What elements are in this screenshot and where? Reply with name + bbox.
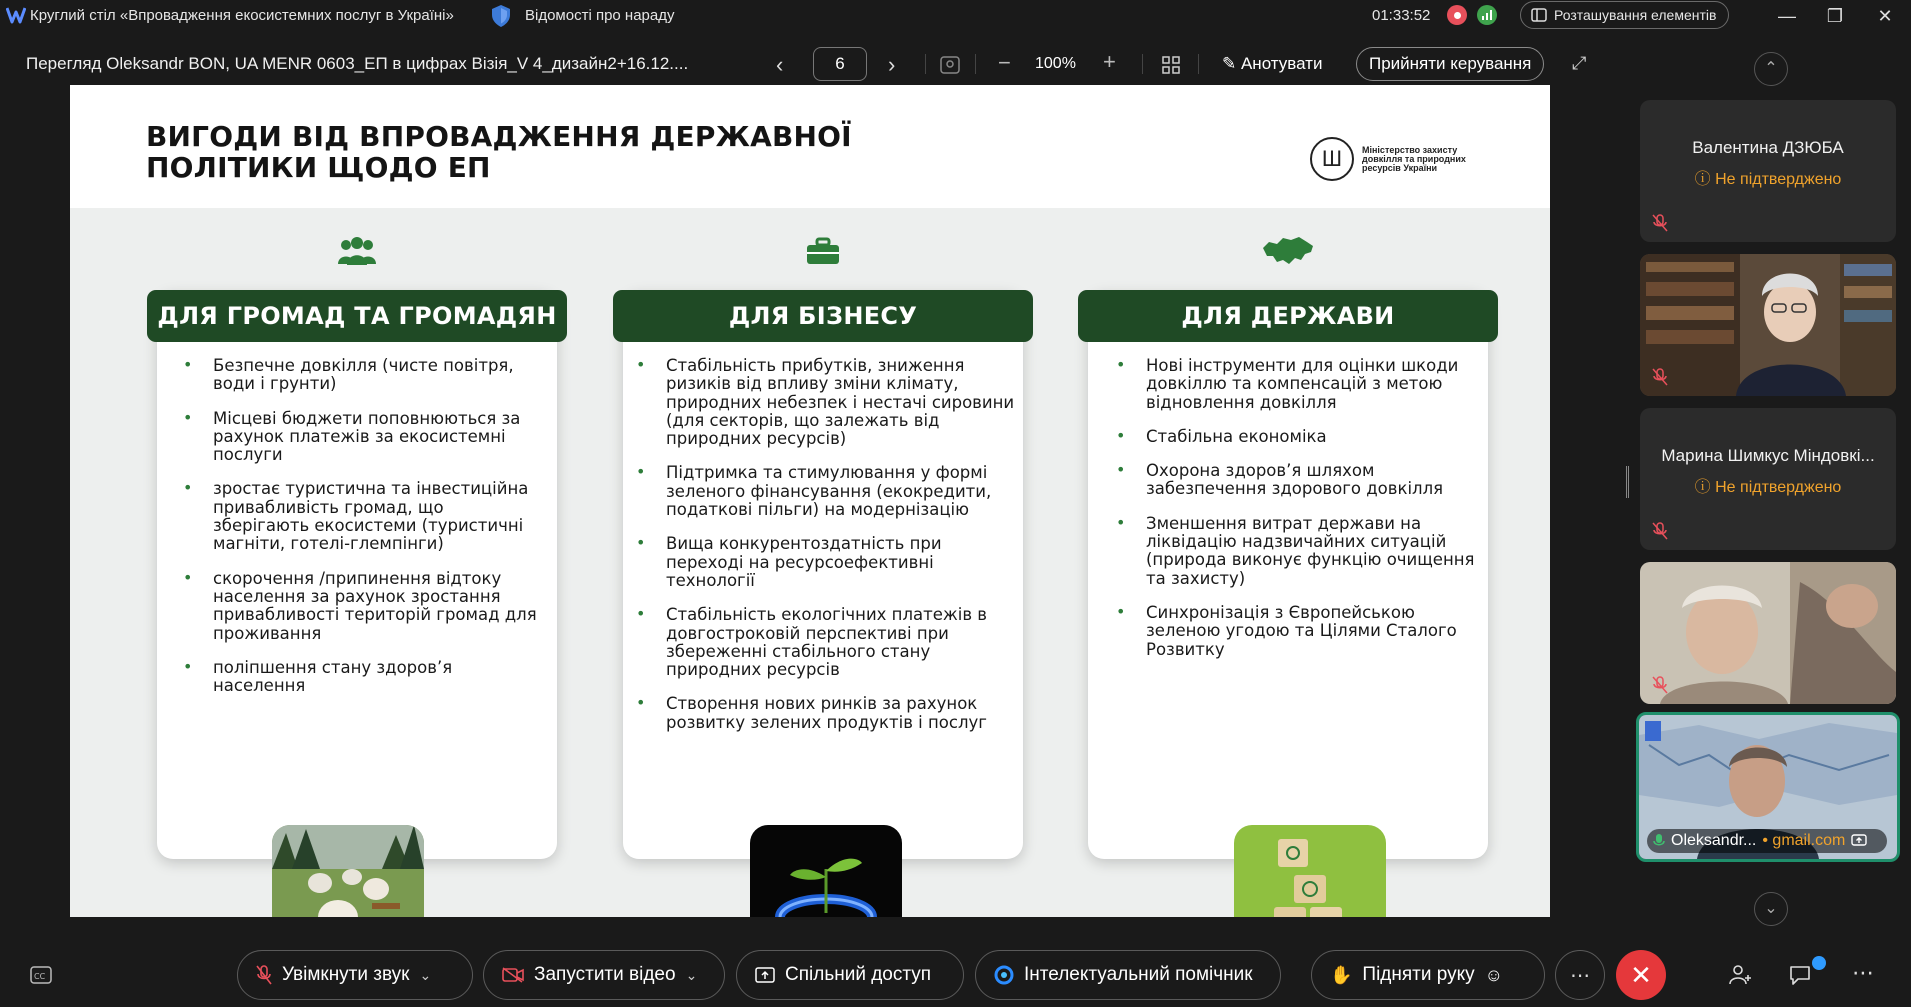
screen-share-icon — [1851, 834, 1867, 848]
participant-video-tile[interactable] — [1640, 254, 1896, 396]
zoom-out-icon[interactable]: − — [998, 50, 1011, 75]
take-control-button[interactable]: Прийняти керування — [1356, 47, 1544, 81]
shared-slide — [70, 85, 1550, 917]
participant-video-tile-active[interactable] — [1636, 712, 1900, 862]
ministry-name: Міністерство захисту довкілля та природних ресурсів України — [1362, 144, 1466, 173]
scroll-down-button[interactable]: ⌄ — [1754, 892, 1788, 926]
ukraine-map-icon — [1078, 231, 1498, 271]
layout-button-label: Розташування елементів — [1554, 7, 1717, 23]
document-title: Перегляд Oleksandr BON, UA MENR 0603_ЕП в цифрах Візія_V 4_дизайн2+16.12.... — [26, 54, 689, 73]
ai-assistant-button[interactable] — [975, 950, 1281, 1000]
pen-icon: ✎ — [1222, 54, 1241, 73]
warning-icon: ⓘ — [1694, 479, 1716, 496]
column-heading: ДЛЯ ДЕРЖАВИ — [1078, 290, 1498, 342]
video-off-icon — [502, 967, 524, 983]
participant-status-text: Не підтверджено — [1715, 171, 1842, 188]
list-item: • Стабільність прибутків, зниження ризиків від впливу зміни клімату, природних небезпек і нестачі сировини (для секторів, що залежать від природних ресурсів) — [636, 357, 1022, 448]
previous-page-icon[interactable]: ‹ — [776, 52, 784, 77]
column-heading: ДЛЯ БІЗНЕСУ — [613, 290, 1033, 342]
raise-hand-button[interactable] — [1311, 950, 1545, 1000]
participant-status — [1640, 166, 1896, 189]
fullscreen-icon[interactable]: ⤢ — [1572, 53, 1587, 73]
restore-icon[interactable]: ❐ — [1826, 6, 1844, 26]
list-item: • Синхронізація з Європейською зеленою угодою та Цілями Сталого Розвитку — [1116, 604, 1488, 659]
slide-title-line: ВИГОДИ ВІД ВПРОВАДЖЕННЯ ДЕРЖАВНОЇ — [146, 120, 852, 153]
divider — [1142, 54, 1143, 74]
ministry-logo — [1310, 137, 1486, 181]
list-item: • Підтримка та стимулювання у формі зеленого фінансування (екокредити, податкові пільги) на модернізацію — [636, 464, 1022, 519]
grid-view-icon[interactable] — [1162, 56, 1180, 74]
list-item: • Зменшення витрат держави на ліквідацію надзвичайних ситуацій (природа виконує функцію очищення та захисту) — [1116, 515, 1488, 588]
slide-title-line: ПОЛІТИКИ ЩОДО ЕП — [146, 151, 491, 184]
panel-resize-handle[interactable] — [1626, 466, 1629, 498]
participants-panel — [1640, 50, 1902, 930]
start-video-button[interactable] — [483, 950, 725, 1000]
share-button[interactable] — [736, 950, 964, 1000]
bottom-toolbar — [0, 950, 1911, 1004]
participant-video-tile[interactable] — [1640, 562, 1896, 704]
people-icon — [147, 231, 567, 271]
participant-name: Валентина ДЗЮБА — [1692, 138, 1844, 157]
list-item: • Охорона здоров’я шляхом забезпечення здорового довкілля — [1116, 462, 1488, 499]
bullet-list — [636, 357, 1022, 748]
participant-email: • gmail.com — [1762, 832, 1846, 849]
more-icon[interactable]: ⋯ — [1852, 960, 1874, 985]
hand-icon: ✋ — [1330, 964, 1353, 985]
mic-muted-icon — [1652, 368, 1668, 386]
divider — [1198, 54, 1199, 74]
briefcase-icon — [613, 231, 1033, 271]
participant-tile[interactable] — [1640, 100, 1896, 242]
captions-icon[interactable] — [30, 966, 52, 984]
column-heading: ДЛЯ ГРОМАД ТА ГРОМАДЯН — [147, 290, 567, 342]
participant-status-text: Не підтверджено — [1715, 479, 1842, 496]
warning-icon: ⓘ — [1694, 171, 1716, 188]
mic-muted-icon — [1652, 522, 1668, 540]
participant-status — [1640, 474, 1896, 497]
participant-email-domain: gmail.com — [1772, 832, 1846, 849]
layout-button[interactable] — [1520, 1, 1729, 29]
bullet-list — [1116, 357, 1488, 675]
column-state — [1078, 231, 1498, 917]
mic-muted-icon — [1652, 676, 1668, 694]
list-item: • Нові інструменти для оцінки шкоди довкіллю та компенсацій з метою відновлення довкілля — [1116, 357, 1488, 412]
participant-label — [1647, 829, 1887, 853]
scroll-up-button[interactable]: ⌃ — [1754, 52, 1788, 86]
recording-icon[interactable] — [1447, 5, 1467, 25]
mic-icon — [1653, 833, 1665, 849]
chat-icon[interactable] — [1788, 964, 1812, 986]
chevron-down-icon[interactable]: ⌄ — [419, 966, 432, 983]
list-item: • зростає туристична та інвестиційна привабливість громад, що зберігають екосистеми (туристичні магніти, готелі-глемпінги) — [183, 480, 543, 553]
start-video-label: Запустити відео — [534, 964, 676, 985]
annotate-label: Анотувати — [1240, 54, 1323, 73]
bullet-list — [183, 357, 543, 711]
slide-header — [70, 85, 1550, 208]
list-item: • Вища конкурентоздатність при переході на ресурсоефективні технології — [636, 535, 1022, 590]
title-bar — [0, 0, 1911, 32]
app-logo-icon — [6, 6, 26, 24]
more-options-button[interactable]: ⋯ — [1555, 950, 1605, 1000]
participant-video — [1640, 254, 1896, 396]
participant-video — [1640, 562, 1896, 704]
minimize-icon[interactable]: — — [1778, 6, 1796, 26]
participants-icon[interactable] — [1728, 964, 1752, 986]
leave-meeting-button[interactable]: ✕ — [1616, 950, 1666, 1000]
annotate-button[interactable] — [1222, 54, 1322, 74]
share-label: Спільний доступ — [785, 964, 932, 985]
trident-icon: Ш — [1310, 137, 1354, 181]
chat-notification-badge — [1812, 956, 1826, 970]
list-item: • Стабільність екологічних платежів в довгостроковій перспективі при збереженні стабільного стану природних ресурсів — [636, 606, 1022, 679]
list-item: • Місцеві бюджети поповнюються за рахунок платежів за екосистемні послуги — [183, 410, 543, 465]
ai-assistant-icon — [994, 965, 1014, 985]
mic-muted-icon — [256, 965, 272, 985]
unmute-button[interactable] — [237, 950, 473, 1000]
green-energy-photo — [750, 825, 902, 917]
participant-name: Oleksandr... — [1671, 832, 1757, 849]
zoom-in-icon[interactable]: + — [1103, 49, 1116, 74]
zoom-level: 100% — [1035, 55, 1076, 72]
column-communities — [147, 231, 567, 917]
divider — [975, 54, 976, 74]
raise-hand-label: Підняти руку — [1362, 964, 1475, 985]
eco-blocks-photo — [1234, 825, 1386, 917]
ai-assistant-label: Інтелектуальний помічник — [1024, 964, 1253, 985]
connection-signal-icon[interactable] — [1477, 5, 1497, 25]
list-item: • поліпшення стану здоров’я населення — [183, 659, 543, 696]
presentation-toolbar — [0, 44, 1640, 84]
list-item: • Безпечне довкілля (чисте повітря, води і грунти) — [183, 357, 543, 394]
share-screen-icon — [755, 967, 775, 983]
reactions-icon[interactable]: ☺ — [1484, 964, 1504, 985]
list-item: • скорочення /припинення відтоку населення за рахунок зростання привабливості територій громад для проживання — [183, 570, 543, 643]
unmute-label: Увімкнути звук — [282, 964, 410, 985]
glamping-photo — [272, 825, 424, 917]
participant-name: Марина Шимкус Міндовкі... — [1661, 446, 1875, 465]
layout-icon — [1531, 8, 1547, 22]
svg-text:CC: CC — [34, 972, 46, 981]
divider — [925, 54, 926, 74]
shield-icon[interactable] — [490, 4, 512, 28]
slide-title — [146, 121, 852, 183]
mic-muted-icon — [1652, 214, 1668, 232]
presenter-view-icon[interactable] — [940, 56, 960, 74]
close-icon[interactable]: ✕ — [1877, 6, 1893, 26]
chevron-down-icon[interactable]: ⌄ — [685, 966, 698, 983]
list-item: • Стабільна економіка — [1116, 428, 1488, 446]
page-number-input[interactable]: 6 — [813, 47, 867, 81]
next-page-icon[interactable]: › — [888, 52, 896, 77]
meeting-timer: 01:33:52 — [1372, 7, 1431, 24]
participant-tile[interactable] — [1640, 408, 1896, 550]
list-item: • Створення нових ринків за рахунок розвитку зелених продуктів і послуг — [636, 695, 1022, 732]
meeting-info-link[interactable]: Відомості про нараду — [525, 7, 675, 24]
column-business — [613, 231, 1033, 917]
window-title: Круглий стіл «Впровадження екосистемних послуг в Україні» — [30, 7, 454, 24]
